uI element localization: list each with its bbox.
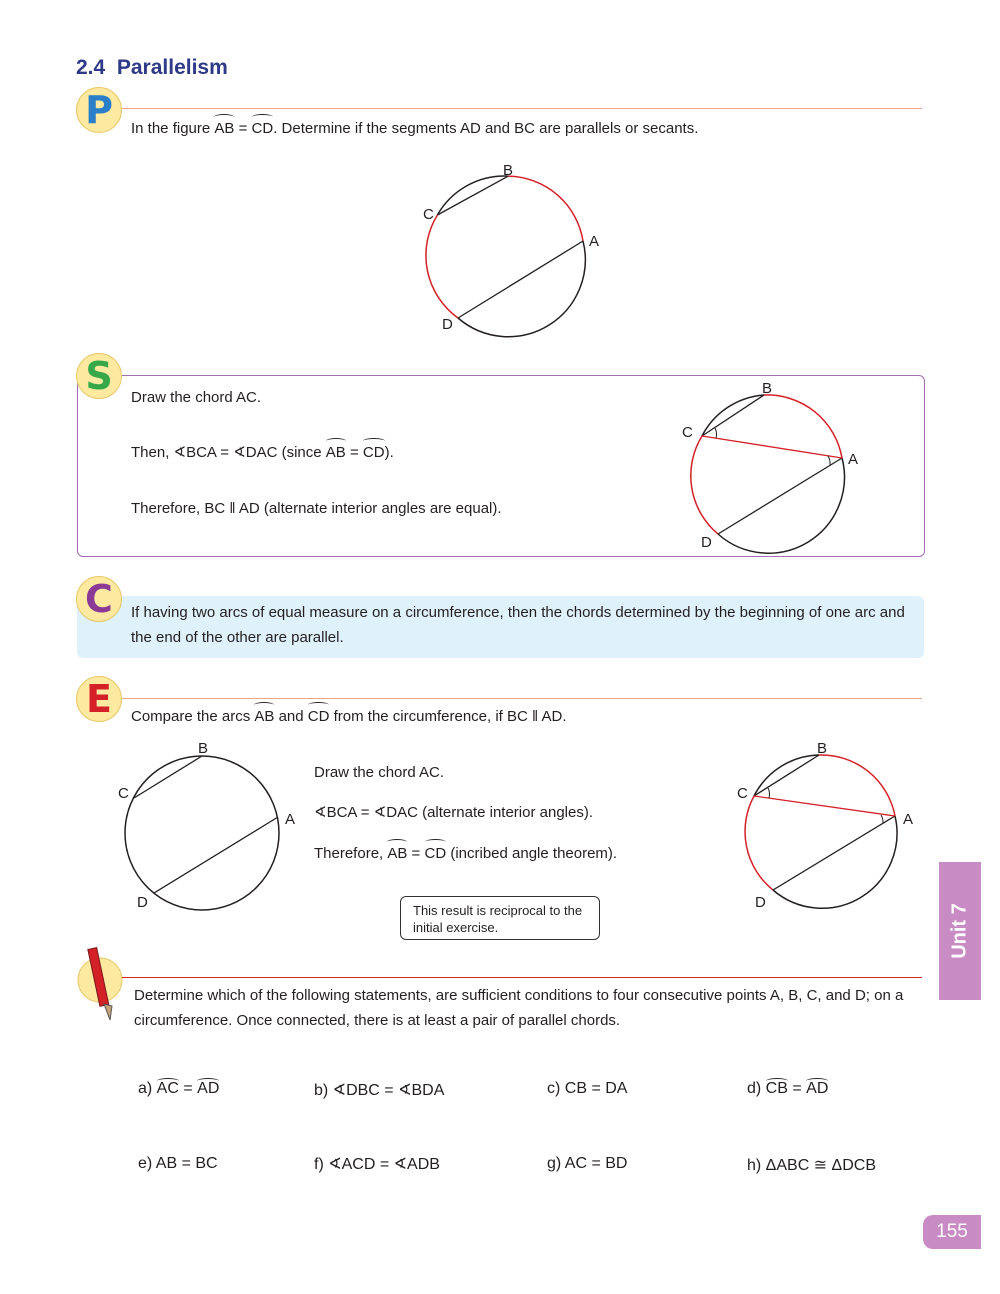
problem-suffix: . Determine if the segments AD and BC are parallels or secants. [273,120,699,137]
solution-badge [76,353,122,399]
section-title [76,56,228,80]
arc-dc-red [745,796,773,890]
arc-cb: CB [765,1080,788,1097]
chord-ad [458,241,583,318]
and: and [274,708,308,725]
label-d: D [755,894,766,911]
solution-line-3: Therefore, BC ǁ AD (alternate interior angles are equal). [131,500,502,517]
unit-tab [939,862,981,1000]
figure-problem [405,155,625,345]
problem-badge-letter: P [85,88,113,132]
chord-bc [754,755,819,796]
label-b: B [817,740,828,757]
option-e: e) AB = BC [138,1155,218,1172]
option-g: g) AC = BD [547,1155,628,1172]
figure-example-right [730,735,930,915]
label-d: D [701,534,712,551]
label-c: C [737,785,748,802]
chord-ac [754,796,895,816]
conclusion-badge-letter: C [85,577,113,621]
example-badge [76,676,122,722]
angle-dac [828,456,830,465]
label-b: B [503,162,514,179]
chord-bc [134,756,202,798]
chord-ad [718,458,842,534]
arc-dc-red [426,215,458,318]
exercise-rule [122,977,922,978]
conclusion-badge [76,576,122,622]
label-a: A [589,233,600,250]
solution-line2-suffix: ). [384,444,394,461]
arc-cd: CD [425,841,447,866]
option-a [138,1080,219,1098]
arc-cd: CD [252,116,274,141]
arc-ab: AB [254,704,274,729]
arc-ab: AB [214,116,234,141]
problem-text [131,116,698,141]
problem-badge [76,87,122,133]
option-d-label: d) [747,1080,766,1097]
arc-ad [458,241,585,337]
label-d: D [137,894,148,911]
label-c: C [118,785,129,802]
angle-bca [768,788,769,798]
equals: = [234,120,252,137]
exercise-text: Determine which of the following statements, are sufficient conditions to four consecutive points A, B, C, and D; on a circumference. Once connected, there is at least a pair of parallel chords. [134,987,904,1029]
example-step-1: Draw the chord AC. [314,764,445,781]
example-text [131,704,567,729]
option-h: h) ΔABC ≅ ΔDCB [747,1157,877,1174]
arc-ab: AB [387,841,407,866]
example-step-2: ∢BCA = ∢DAC (alternate interior angles). [314,804,594,821]
arc-ad [773,816,897,908]
figure-solution [670,378,880,558]
equals: = [787,1080,807,1097]
label-b: B [762,380,773,397]
label-c: C [682,424,693,441]
chord-ad [154,817,278,893]
conclusion-text: If having two arcs of equal measure on a circumference, then the chords determined by the beginning of one arc and the end of the other are parallel. [131,604,905,646]
example-step-3 [314,841,617,866]
label-b: B [198,740,209,757]
circle [125,756,279,910]
chord-ac [702,436,842,458]
equals: = [407,845,425,862]
example-prefix: Compare the arcs [131,708,255,725]
arc-ba-red [508,176,583,241]
figure-example-left [110,735,310,915]
angle-bca [715,428,716,438]
arc-ab: AB [326,440,346,465]
note-box: This result is reciprocal to the initial exercise. [400,896,600,940]
arc-ad: AD [806,1080,829,1097]
label-a: A [285,811,296,828]
example-step3-suffix: (incribed angle theorem). [446,845,618,862]
arc-cd: CD [363,440,385,465]
example-rule [122,698,922,699]
chord-ad [773,816,895,890]
unit-tab-label: Unit 7 [948,903,971,959]
problem-rule [122,108,922,109]
option-f: f) ∢ACD = ∢ADB [314,1156,440,1173]
solution-badge-letter: S [85,354,113,398]
option-d [747,1080,828,1098]
option-a-label: a) [138,1080,157,1097]
arc-cd: CD [308,704,330,729]
example-step3-prefix: Therefore, [314,845,388,862]
label-a: A [903,811,914,828]
example-badge-letter: E [86,677,112,721]
pencil-icon [76,944,126,1024]
angle-dac [881,815,883,823]
section-title-text: Parallelism [116,56,228,79]
label-a: A [848,451,859,468]
chord-bc [702,395,764,436]
option-b: b) ∢DBC = ∢BDA [314,1082,445,1099]
arc-ac: AC [156,1080,179,1097]
problem-prefix: In the figure [131,120,215,137]
arc-ba-red [764,395,842,458]
equals: = [345,444,363,461]
section-number: 2.4 [76,56,106,79]
label-d: D [442,316,453,333]
example-suffix: from the circumference, if BC ǁ AD. [329,708,567,725]
page-number: 155 [923,1215,981,1249]
equals: = [178,1080,198,1097]
arc-ad [718,458,844,553]
arc-ad: AD [197,1080,220,1097]
solution-line-1: Draw the chord AC. [131,389,262,406]
label-c: C [423,206,434,223]
option-c: c) CB = DA [547,1080,628,1097]
arc-dc-red [691,436,718,534]
solution-line-2 [131,440,394,465]
solution-line2-prefix: Then, ∢BCA = ∢DAC (since [131,444,326,461]
